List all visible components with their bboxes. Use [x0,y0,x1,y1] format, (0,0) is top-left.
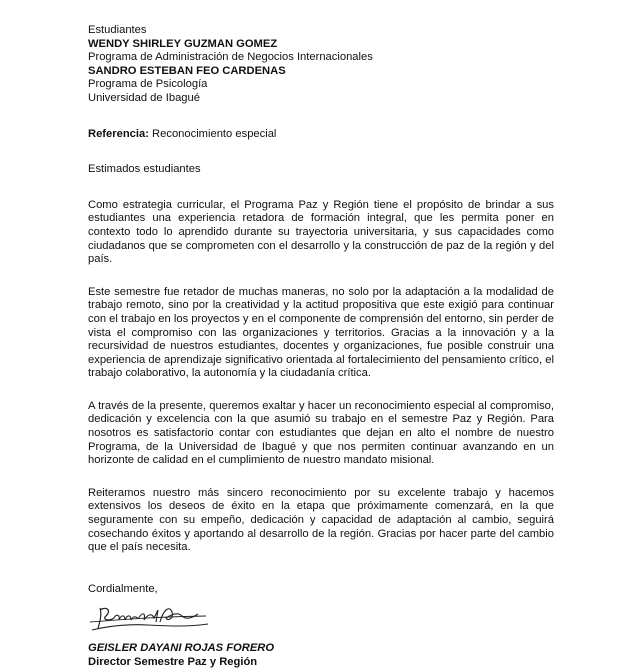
signature-drawing [88,600,228,636]
student1-program: Programa de Administración de Negocios Internacionales [88,51,373,64]
letter-page [88,24,554,670]
student2-name: SANDRO ESTEBAN FEO CARDENAS [88,64,286,77]
body-paragraph-3: A través de la presente, queremos exaltar y hacer un reconocimiento especial al compromiso, dedicación y excelencia con la que asumió su trabajo en el semestre Paz y Región. Para nosotros es satisfactorio contar con estudiantes que dejan en alto el nombre de nuestro Programa, de la Universidad de Ibagué y que nos permiten continuar avanzando en un horizonte de calidad en el cumplimiento de nuestro mandato misional. [88,399,554,467]
reference-label: Referencia: [88,127,149,140]
greeting: Estimados estudiantes [88,163,201,176]
handwritten-signature [88,600,228,636]
reference-text: Reconocimiento especial [152,127,277,140]
reference-line [88,128,554,142]
body-paragraph-2: Este semestre fue retador de muchas maneras, no solo por la adaptación a la modalidad de trabajo remoto, sino por la creatividad y la actitud propositiva que este exigió para continuar con el trabajo en los proyectos y en el componente de comprensión del entorno, sin perder de vista el compromiso con las organizaciones y territorios. Gracias a la innovación y a la recursividad de nuestros estudiantes, docentes y organizaciones, fue posible construir una experiencia de aprendizaje significativo orientada al fortalecimiento del pensamiento crítico, el trabajo colaborativo, la autonomía y la ciudadanía crítica. [88,285,554,380]
signer-name: GEISLER DAYANI ROJAS FORERO [88,642,275,655]
signer-title: Director Semestre Paz y Región [88,656,258,668]
student1-name: WENDY SHIRLEY GUZMAN GOMEZ [88,37,278,50]
body-paragraph-1: Como estrategia curricular, el Programa Paz y Región tiene el propósito de brindar a sus estudiantes una experiencia retadora de formación integral, que les permita poner en contexto todo lo aprendido durante su trayectoria universitaria, y sus capacidades como ciudadanos que se comprometen con el desarrollo y la construcción de paz de la región y del país. [88,198,554,266]
closing-salutation: Cordialmente, [88,582,158,595]
recipients-label: Estudiantes [88,24,147,36]
body-paragraph-4: Reiteramos nuestro más sincero reconocimiento por su excelente trabajo y hacemos extensivos los deseos de éxito en la etapa que próximamente comenzará, en la que seguramente con su empeño, dedicación y capacidad de adaptación al cambio, seguirá cosechando éxitos y aportando al desarrollo de la región. Gracias por hacer parte del cambio que el país necesita. [88,486,554,554]
institution-name: Universidad de Ibagué [88,91,200,104]
student2-program: Programa de Psicología [88,78,208,91]
signer-block [88,642,554,669]
recipient-block [88,24,554,106]
